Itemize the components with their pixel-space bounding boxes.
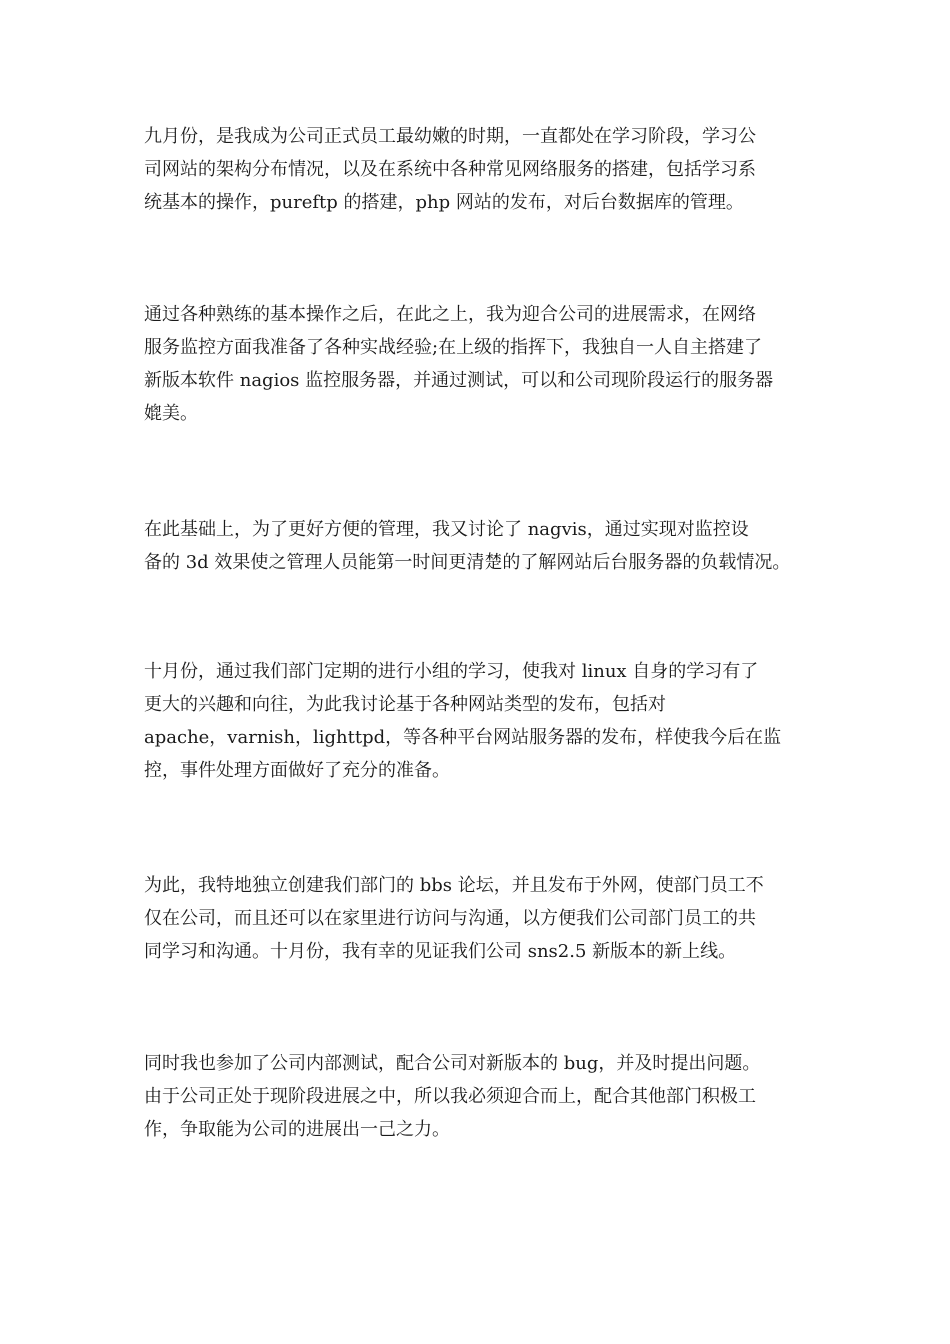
text-line: 控，事件处理方面做好了充分的准备。 (144, 760, 450, 781)
paragraph-4 (144, 655, 824, 787)
text-line: 司网站的架构分布情况，以及在系统中各种常见网络服务的搭建，包括学习系 (144, 159, 756, 180)
text-line: 在此基础上，为了更好方便的管理，我又讨论了 nagvis，通过实现对监控设 (144, 519, 749, 540)
text-line: 十月份，通过我们部门定期的进行小组的学习，使我对 linux 自身的学习有了 (144, 661, 759, 682)
text-line: 媲美。 (144, 403, 198, 424)
text-line: 由于公司正处于现阶段进展之中，所以我必须迎合而上，配合其他部门积极工 (144, 1086, 756, 1107)
text-line: apache，varnish，lighttpd，等各种平台网站服务器的发布，样使我今后在监 (144, 727, 782, 748)
text-line: 通过各种熟练的基本操作之后，在此之上，我为迎合公司的进展需求，在网络 (144, 304, 756, 325)
text-line: 新版本软件 nagios 监控服务器，并通过测试，可以和公司现阶段运行的服务器 (144, 370, 774, 391)
paragraph-2 (144, 298, 824, 430)
text-line: 同时我也参加了公司内部测试，配合公司对新版本的 bug，并及时提出问题。 (144, 1053, 761, 1074)
paragraph-3 (144, 513, 824, 579)
text-line: 统基本的操作，pureftp 的搭建，php 网站的发布，对后台数据库的管理。 (144, 192, 744, 213)
text-line: 作，争取能为公司的进展出一己之力。 (144, 1119, 450, 1140)
text-line: 更大的兴趣和向往，为此我讨论基于各种网站类型的发布，包括对 (144, 694, 666, 715)
text-line: 服务监控方面我准备了各种实战经验;在上级的指挥下，我独自一人自主搭建了 (144, 337, 763, 358)
paragraph-1 (144, 120, 824, 219)
paragraph-5 (144, 869, 824, 968)
paragraph-6 (144, 1047, 824, 1146)
text-line: 为此，我特地独立创建我们部门的 bbs 论坛，并且发布于外网，使部门员工不 (144, 875, 764, 896)
text-line: 同学习和沟通。十月份，我有幸的见证我们公司 sns2.5 新版本的新上线。 (144, 941, 737, 962)
text-line: 备的 3d 效果使之管理人员能第一时间更清楚的了解网站后台服务器的负载情况。 (144, 552, 791, 573)
text-line: 九月份，是我成为公司正式员工最幼嫩的时期，一直都处在学习阶段，学习公 (144, 126, 756, 147)
text-line: 仅在公司，而且还可以在家里进行访问与沟通，以方便我们公司部门员工的共 (144, 908, 756, 929)
